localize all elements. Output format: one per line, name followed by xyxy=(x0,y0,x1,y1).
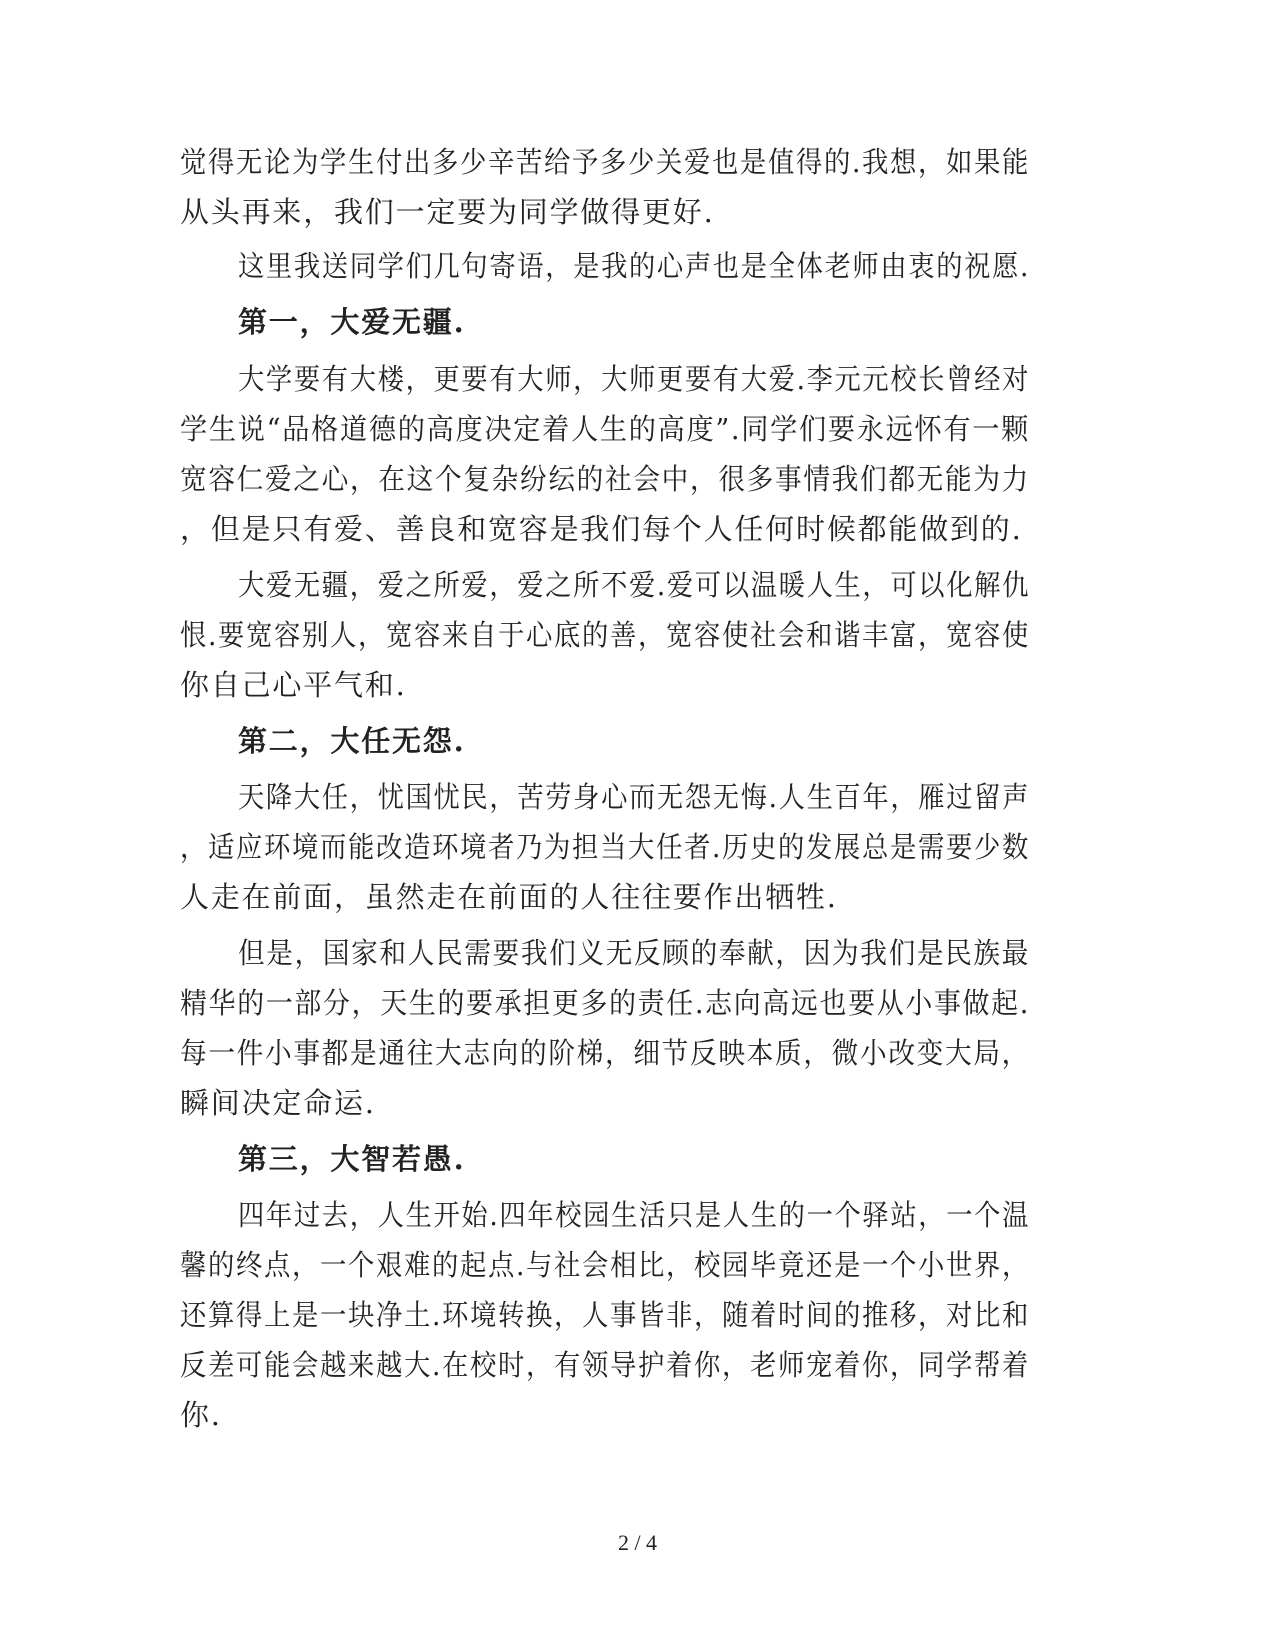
text-line: 从头再来，我们一定要为同学做得更好. xyxy=(180,195,715,229)
text-line: 还算得上是一块净土.环境转换，人事皆非，随着时间的推移，对比和 xyxy=(180,1298,1030,1332)
text-line: 大学要有大楼，更要有大师，大师更要有大爱.李元元校长曾经对 xyxy=(238,362,1030,396)
page-number: 2 / 4 xyxy=(617,1530,658,1555)
text-line: 天降大任，忧国忧民，苦劳身心而无怨无悔.人生百年，雁过留声 xyxy=(238,780,1030,814)
text-line: 这里我送同学们几句寄语，是我的心声也是全体老师由衷的祝愿. xyxy=(238,249,1030,283)
section-heading: 第三，大智若愚. xyxy=(238,1142,466,1176)
text-line: 你自己心平气和. xyxy=(180,668,407,702)
text-line: 觉得无论为学生付出多少辛苦给予多少关爱也是值得的.我想，如果能 xyxy=(180,145,1030,179)
text-line: 反差可能会越来越大.在校时，有领导护着你，老师宠着你，同学帮着 xyxy=(180,1348,1030,1382)
text-line: 精华的一部分，天生的要承担更多的责任.志向高远也要从小事做起. xyxy=(180,986,1030,1020)
text-line: 但是，国家和人民需要我们义无反顾的奉献，因为我们是民族最 xyxy=(238,936,1030,970)
text-line: ，但是只有爱、善良和宽容是我们每个人任何时候都能做到的. xyxy=(180,512,1023,546)
text-line: ，适应环境而能改造环境者乃为担当大任者.历史的发展总是需要少数 xyxy=(180,830,1030,864)
text-line: 四年过去，人生开始.四年校园生活只是人生的一个驿站，一个温 xyxy=(238,1198,1030,1232)
text-line: 你. xyxy=(180,1398,222,1432)
text-line: 恨.要宽容别人，宽容来自于心底的善，宽容使社会和谐丰富，宽容使 xyxy=(180,618,1030,652)
text-line: 学生说“品格道德的高度决定着人生的高度”.同学们要永远怀有一颗 xyxy=(180,412,1030,446)
text-line: 人走在前面，虽然走在前面的人往往要作出牺牲. xyxy=(180,880,838,914)
text-line: 大爱无疆，爱之所爱，爱之所不爱.爱可以温暖人生，可以化解仇 xyxy=(238,568,1030,602)
text-line: 每一件小事都是通往大志向的阶梯，细节反映本质，微小改变大局， xyxy=(180,1036,1030,1070)
text-line: 瞬间决定命运. xyxy=(180,1086,376,1120)
section-heading: 第一，大爱无疆. xyxy=(238,305,466,339)
text-line: 宽容仁爱之心，在这个复杂纷纭的社会中，很多事情我们都无能为力 xyxy=(180,462,1030,496)
section-heading: 第二，大任无怨. xyxy=(238,724,466,758)
text-line: 馨的终点，一个艰难的起点.与社会相比，校园毕竟还是一个小世界， xyxy=(180,1248,1030,1282)
